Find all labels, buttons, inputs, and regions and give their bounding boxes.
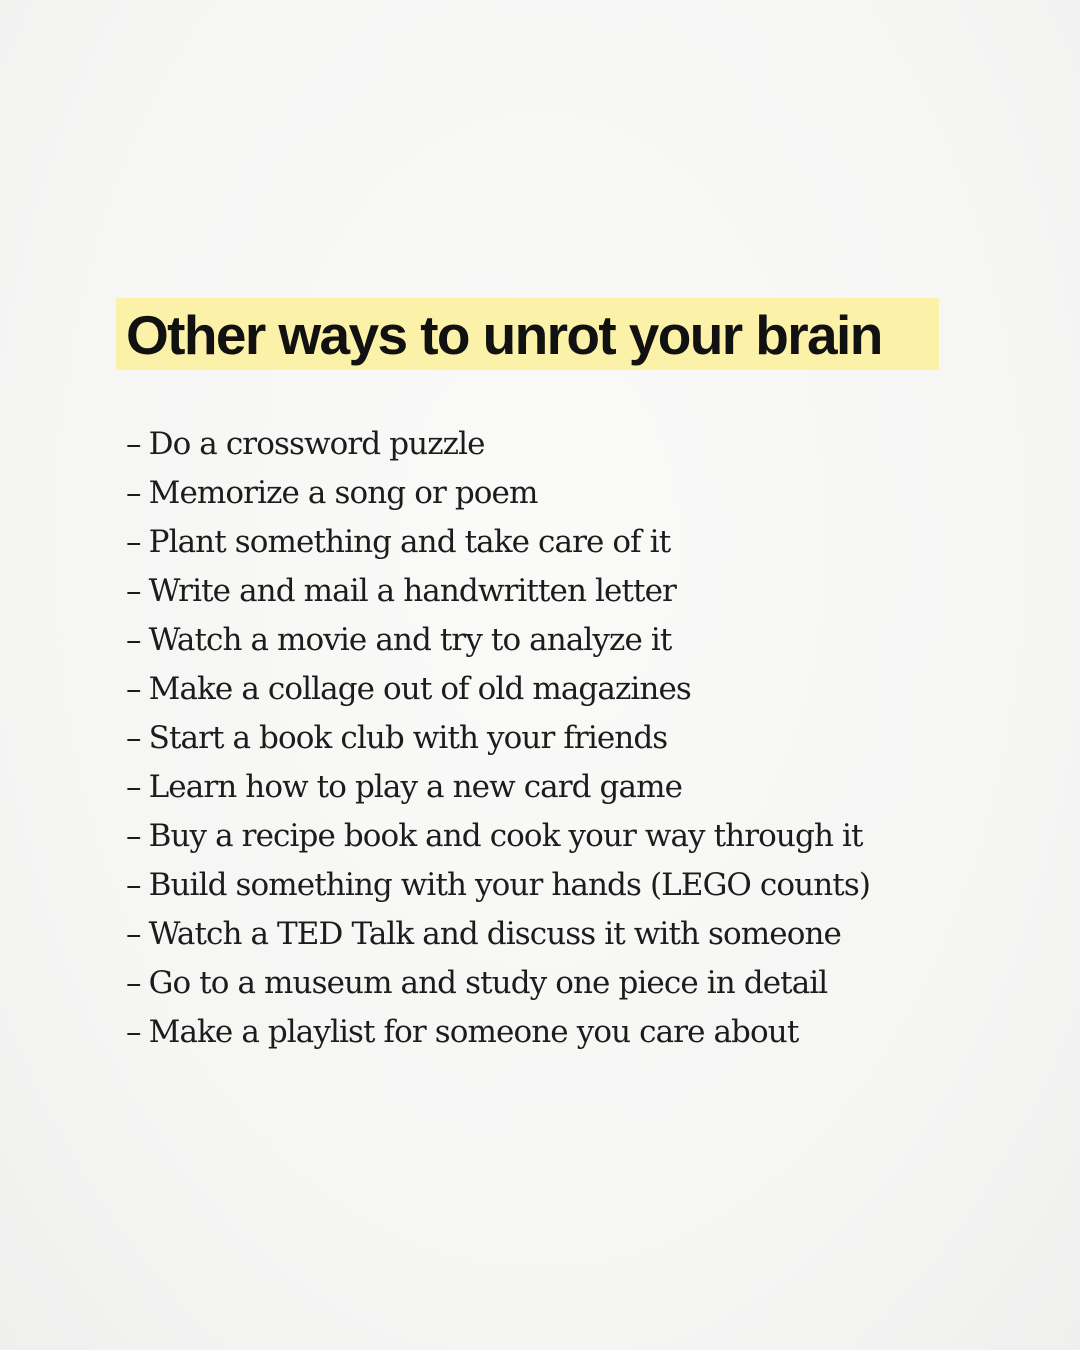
list-item	[126, 714, 1026, 763]
list-item-text: Go to a museum and study one piece in detail	[148, 965, 828, 1001]
list-item-text: Make a collage out of old magazines	[148, 671, 691, 707]
list-item-text: Make a playlist for someone you care about	[148, 1014, 799, 1050]
list-item	[126, 910, 1026, 959]
title-highlight	[116, 298, 939, 370]
list-item	[126, 861, 1026, 910]
list-item	[126, 812, 1026, 861]
dash-bullet: –	[126, 965, 141, 1001]
dash-bullet: –	[126, 818, 141, 854]
list-item	[126, 420, 1026, 469]
list-item-text: Write and mail a handwritten letter	[148, 573, 676, 609]
list-item	[126, 665, 1026, 714]
list-item-text: Watch a movie and try to analyze it	[148, 622, 672, 658]
list-item	[126, 518, 1026, 567]
dash-bullet: –	[126, 622, 141, 658]
activity-list	[126, 420, 1026, 1057]
list-item-text: Plant something and take care of it	[148, 524, 671, 560]
list-item-text: Watch a TED Talk and discuss it with someone	[148, 916, 842, 952]
dash-bullet: –	[126, 573, 141, 609]
list-item-text: Buy a recipe book and cook your way through it	[148, 818, 863, 854]
dash-bullet: –	[126, 720, 141, 756]
dash-bullet: –	[126, 524, 141, 560]
dash-bullet: –	[126, 916, 141, 952]
dash-bullet: –	[126, 769, 141, 805]
list-item-text: Memorize a song or poem	[148, 475, 538, 511]
list-item-text: Start a book club with your friends	[148, 720, 668, 756]
list-item	[126, 567, 1026, 616]
list-item-text: Do a crossword puzzle	[148, 426, 485, 462]
dash-bullet: –	[126, 671, 141, 707]
list-item	[126, 959, 1026, 1008]
dash-bullet: –	[126, 867, 141, 903]
list-item	[126, 763, 1026, 812]
list-item	[126, 616, 1026, 665]
list-item	[126, 1008, 1026, 1057]
list-item-text: Learn how to play a new card game	[148, 769, 683, 805]
list-item-text: Build something with your hands (LEGO counts)	[148, 867, 871, 903]
page-title: Other ways to unrot your brain	[126, 304, 882, 366]
dash-bullet: –	[126, 475, 141, 511]
list-item	[126, 469, 1026, 518]
dash-bullet: –	[126, 1014, 141, 1050]
dash-bullet: –	[126, 426, 141, 462]
